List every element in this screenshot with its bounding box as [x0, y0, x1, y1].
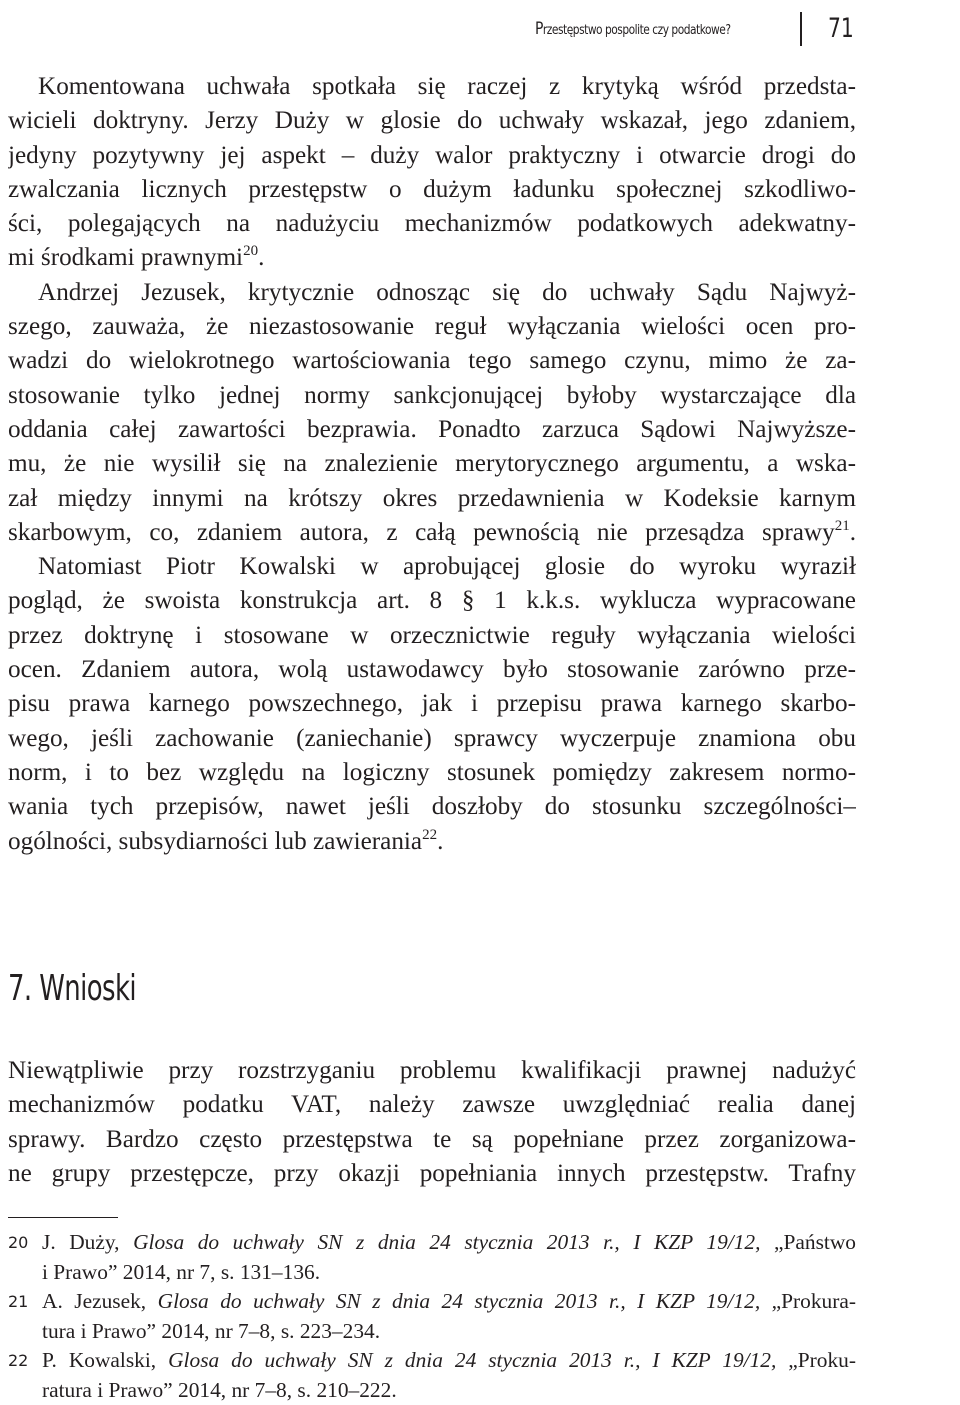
line-text: Natomiast Piotr Kowalski w aprobującej glosie do wyroku wyraził — [38, 553, 856, 580]
line-text: pogląd, że swoista konstrukcja art. 8 § 1 k.k.s. wyklucza wypracowane — [8, 587, 856, 614]
footnote-author: P. Kowalski, — [42, 1348, 168, 1372]
text-line — [8, 173, 856, 207]
line-text: mi środkami prawnymi — [8, 244, 243, 271]
text-line — [8, 447, 856, 481]
line-text: wadzi do wielokrotnego wartościowania tego samego czynu, mimo że za- — [8, 347, 856, 374]
footnote-reference[interactable]: 20 — [243, 243, 258, 259]
text-line — [8, 687, 856, 721]
text-line — [8, 825, 856, 859]
conclusion-text — [8, 1054, 856, 1191]
footnote-separator — [8, 1217, 118, 1218]
footnote-details: tura i Prawo” 2014, nr 7–8, s. 223–234. — [42, 1319, 380, 1343]
footnote — [8, 1287, 856, 1346]
text-line — [8, 550, 856, 584]
line-text: norm, i to bez względu na logiczny stosunek pomiędzy zakresem normo- — [8, 759, 856, 786]
footnote-details: i Prawo” 2014, nr 7, s. 131–136. — [42, 1260, 320, 1284]
footnote-author: J. Duży, — [42, 1230, 133, 1254]
line-punctuation: . — [437, 828, 443, 855]
line-text: ogólności, subsydiarności lub zawierania — [8, 828, 422, 855]
line-punctuation: . — [258, 244, 264, 271]
footnote-line — [42, 1258, 856, 1288]
footnote-line — [42, 1228, 856, 1258]
line-text: wego, jeśli zachowanie (zaniechanie) sprawcy wyczerpuje znamiona obu — [8, 725, 856, 752]
page-number — [800, 12, 960, 46]
text-line — [8, 619, 856, 653]
line-text: wicieli doktryny. Jerzy Duży w glosie do uchwały wskazał, jego zdaniem, — [8, 107, 856, 134]
line-text: ści, polegających na nadużyciu mechanizmów podatkowych adekwatny- — [8, 210, 856, 237]
footnote-line — [42, 1376, 856, 1405]
text-line — [8, 1088, 856, 1122]
line-text: wania tych przepisów, nawet jeśli doszłoby do stosunku szczególności– — [8, 793, 856, 820]
footnote-number: 20 — [8, 1228, 28, 1258]
text-line — [8, 1123, 856, 1157]
line-text: stosowanie tylko jednej normy sankcjonującej byłoby wystarczające dla — [8, 382, 856, 409]
line-text: szego, zauważa, że niezastosowanie reguł wyłączania wielości ocen pro- — [8, 313, 856, 340]
line-text: Niewątpliwie przy rozstrzyganiu problemu kwalifikacji prawnej nadużyć — [8, 1057, 856, 1084]
line-text: zał między innymi na krótszy okres przedawnienia w Kodeksie karnym — [8, 485, 856, 512]
line-text: przez doktrynę i stosowane w orzecznictwie reguły wyłączania wielości — [8, 622, 856, 649]
text-line — [8, 379, 856, 413]
text-line — [8, 104, 856, 138]
text-line — [8, 413, 856, 447]
line-text: sprawy. Bardzo często przestępstwa te są popełniane przez zorganizowa- — [8, 1126, 856, 1153]
footnote-title: Glosa do uchwały SN z dnia 24 stycznia 2013 r., I KZP 19/12, — [133, 1230, 760, 1254]
running-header — [535, 12, 960, 46]
footnote-line — [42, 1287, 856, 1317]
text-line — [8, 482, 856, 516]
running-title-text: rzestępstwo pospolite czy podatkowe? — [543, 23, 731, 38]
line-text: ne grupy przestępcze, przy okazji popełniania innych przestępstw. Trafny — [8, 1160, 856, 1187]
running-title — [535, 19, 731, 39]
footnote-number: 21 — [8, 1287, 28, 1317]
footnote-source: „Prokura- — [760, 1289, 856, 1313]
page-number-value: 71 — [828, 12, 854, 46]
footnote-details: ratura i Prawo” 2014, nr 7–8, s. 210–222. — [42, 1378, 397, 1402]
footnote-source: „Państwo — [760, 1230, 856, 1254]
footnote-title: Glosa do uchwały SN z dnia 24 stycznia 2013 r., I KZP 19/12, — [168, 1348, 776, 1372]
text-line — [8, 1157, 856, 1191]
line-text: mechanizmów podatku VAT, należy zawsze uwzględniać realia danej — [8, 1091, 856, 1118]
text-line — [8, 310, 856, 344]
text-line — [8, 276, 856, 310]
line-text: mu, że nie wysilił się na znalezienie merytorycznego argumentu, a wska- — [8, 450, 856, 477]
text-line — [8, 70, 856, 104]
footnote — [8, 1228, 856, 1287]
footnote-author: A. Jezusek, — [42, 1289, 158, 1313]
body-text — [8, 70, 856, 859]
footnotes — [8, 1228, 856, 1405]
footnote-source: „Proku- — [776, 1348, 856, 1372]
footnote — [8, 1346, 856, 1405]
text-line — [8, 1054, 856, 1088]
text-line — [8, 584, 856, 618]
line-punctuation: . — [850, 519, 856, 546]
text-line — [8, 722, 856, 756]
text-line — [8, 139, 856, 173]
running-title-initial: P — [535, 19, 543, 39]
text-line — [8, 756, 856, 790]
text-line — [8, 516, 856, 550]
line-text: jedyny pozytywny jej aspekt – duży walor praktyczny i otwarcie drogi do — [8, 142, 856, 169]
text-line — [8, 344, 856, 378]
footnote-number: 22 — [8, 1346, 28, 1376]
line-text: oddania całej zawartości bezprawia. Ponadto zarzuca Sądowi Najwyższe- — [8, 416, 856, 443]
footnote-title: Glosa do uchwały SN z dnia 24 stycznia 2013 r., I KZP 19/12, — [158, 1289, 761, 1313]
footnote-line — [42, 1346, 856, 1376]
text-line — [8, 207, 856, 241]
footnote-reference[interactable]: 21 — [835, 518, 850, 534]
text-line — [8, 241, 856, 275]
footnote-reference[interactable]: 22 — [422, 827, 437, 843]
text-line — [8, 653, 856, 687]
line-text: ocen. Zdaniem autora, wolą ustawodawcy było stosowanie zarówno prze- — [8, 656, 856, 683]
line-text: skarbowym, co, zdaniem autora, z całą pewnością nie przesądza sprawy — [8, 519, 835, 546]
footnote-line — [42, 1317, 856, 1347]
line-text: Komentowana uchwała spotkała się raczej z krytyką wśród przedsta- — [38, 73, 856, 100]
line-text: zwalczania licznych przestępstw o dużym ładunku społecznej szkodliwo- — [8, 176, 856, 203]
section-heading: 7. Wnioski — [8, 968, 136, 1009]
line-text: pisu prawa karnego powszechnego, jak i przepisu prawa karnego skarbo- — [8, 690, 856, 717]
text-line — [8, 790, 856, 824]
line-text: Andrzej Jezusek, krytycznie odnosząc się do uchwały Sądu Najwyż- — [38, 279, 856, 306]
